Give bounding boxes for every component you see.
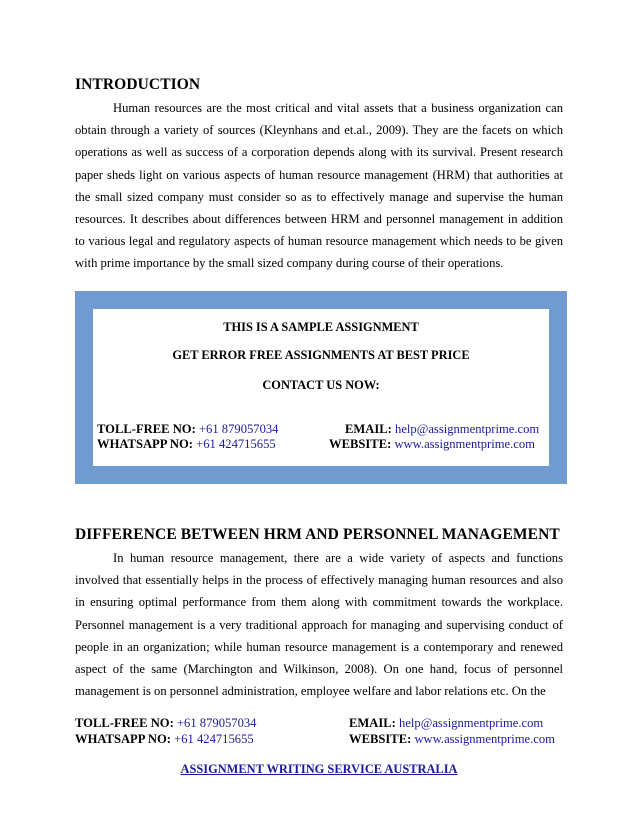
banner-whatsapp-label: WHATSAPP NO: — [97, 437, 193, 451]
banner-tollfree — [97, 422, 278, 437]
banner-website — [329, 437, 535, 452]
sample-assignment-banner — [75, 291, 567, 484]
banner-email-link[interactable]: help@assignmentprime.com — [395, 422, 540, 436]
footer-whatsapp — [75, 732, 254, 747]
banner-tollfree-number[interactable]: +61 879057034 — [198, 422, 279, 436]
footer-whatsapp-label: WHATSAPP NO: — [75, 732, 171, 746]
banner-website-link[interactable]: www.assignmentprime.com — [394, 437, 535, 451]
footer-email-label: EMAIL: — [349, 716, 396, 730]
footer-email-link[interactable]: help@assignmentprime.com — [399, 716, 544, 730]
banner-content — [93, 309, 549, 466]
introduction-heading: INTRODUCTION — [75, 76, 201, 93]
footer-tollfree-number[interactable]: +61 879057034 — [176, 716, 257, 730]
banner-subtitle: GET ERROR FREE ASSIGNMENTS AT BEST PRICE — [172, 348, 470, 362]
difference-heading: DIFFERENCE BETWEEN HRM AND PERSONNEL MANAGEMENT — [75, 526, 560, 543]
banner-tollfree-label: TOLL-FREE NO: — [97, 422, 196, 436]
banner-email — [345, 422, 539, 437]
difference-paragraph: In human resource management, there are a wide variety of aspects and functions involved that essentially helps in the process of effectively managing human resources and also in ensuring optimal performance from them along with commitment towards the workplace. Personnel management is a very traditional approach for managing and supervising conduct of people in an organization; while human resource management is a contemporary and renewed aspect of the same (Marchington and Wilkinson, 2008). On one hand, focus of personnel management is on personnel administration, employee welfare and labor relations etc. On the — [75, 551, 563, 699]
introduction-paragraph: Human resources are the most critical and vital assets that a business organization can obtain through a variety of sources (Kleynhans and et.al., 2009). They are the facets on which operations as well as success of a corporation depends along with its survival. Present research paper sheds light on various aspects of human resource management (HRM) that authorities at the small sized company must consider so as to effectively manage and supervise the human resources. It describes about differences between HRM and personnel management in addition to various legal and regulatory aspects of human resource management which needs to be given with prime importance by the small sized company during course of their operations. — [75, 101, 563, 271]
footer-website-label: WEBSITE: — [349, 732, 412, 746]
footer-tollfree-label: TOLL-FREE NO: — [75, 716, 174, 730]
footer-website-link[interactable]: www.assignmentprime.com — [414, 732, 555, 746]
footer-whatsapp-number[interactable]: +61 424715655 — [174, 732, 254, 746]
banner-title: THIS IS A SAMPLE ASSIGNMENT — [223, 320, 419, 334]
banner-whatsapp — [97, 437, 276, 452]
footer-tollfree — [75, 716, 256, 731]
banner-email-label: EMAIL: — [345, 422, 392, 436]
banner-contact-heading: CONTACT US NOW: — [262, 378, 380, 392]
footer-website — [349, 732, 555, 747]
banner-website-label: WEBSITE: — [329, 437, 392, 451]
assignment-service-link[interactable]: ASSIGNMENT WRITING SERVICE AUSTRALIA — [180, 762, 458, 776]
footer-email — [349, 716, 543, 731]
banner-whatsapp-number[interactable]: +61 424715655 — [196, 437, 276, 451]
